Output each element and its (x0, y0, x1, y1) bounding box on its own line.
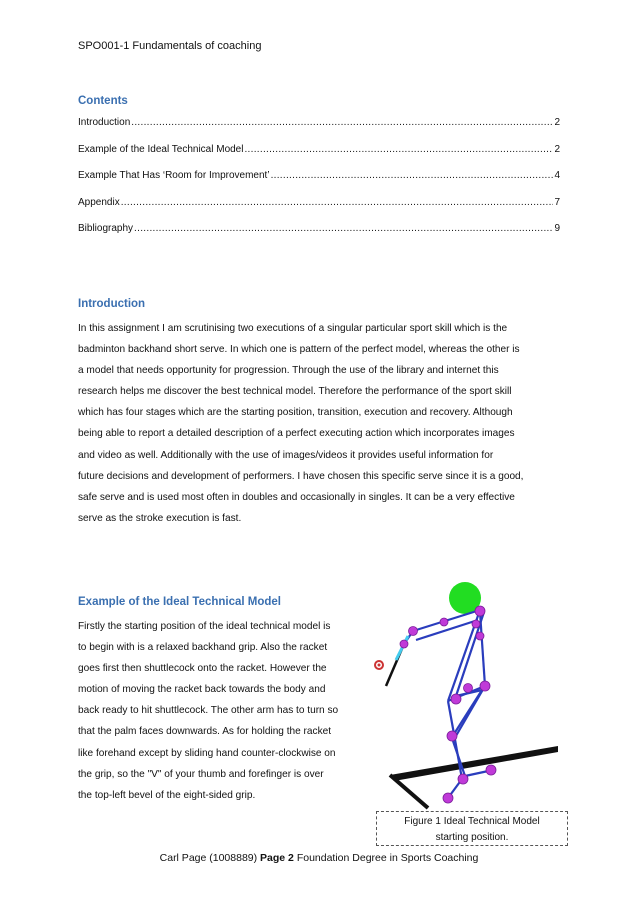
toc-entry-title: Example of the Ideal Technical Model (78, 143, 244, 155)
toc-entry-title: Bibliography (78, 223, 134, 234)
paragraph-line: badminton backhand short serve. In which one is pattern of the perfect model, whereas the other is (78, 344, 520, 356)
paragraph-line: the grip, so the "V" of your thumb and forefinger is over (78, 768, 324, 780)
figure-caption-line: Figure 1 Ideal Technical Model (404, 816, 540, 827)
paragraph-line: motion of moving the racket back towards the body and (78, 684, 326, 696)
paragraph-line: being able to report a detailed description of a perfect executing action which incorporates images (78, 428, 515, 440)
toc-entry-title: Appendix (78, 196, 120, 208)
toc-entry-page: 7 (554, 196, 560, 208)
toc-entry[interactable] (78, 223, 560, 250)
paragraph-line: and video as well. Additionally with the use of images/videos it provides useful information for (78, 449, 494, 461)
toc-entry[interactable] (78, 144, 560, 171)
table-of-contents (78, 117, 560, 250)
toc-leader-dots (244, 144, 553, 155)
paragraph-line: to begin with is a relaxed backhand grip. Also the racket (78, 642, 328, 654)
paragraph-line: a model that needs opportunity for progression. Through the use of the library and internet this (78, 365, 499, 377)
court-floor-line (390, 746, 558, 781)
racket-frame (396, 636, 408, 660)
figure-caption-line: starting position. (435, 832, 509, 843)
footer-course: Foundation Degree in Sports Coaching (293, 852, 479, 864)
toc-entry-page: 2 (554, 143, 560, 155)
paragraph-line: the top-left bevel of the eight-sided grip. (78, 789, 256, 801)
introduction-paragraph (78, 318, 523, 529)
shuttlecock-cork (378, 664, 381, 667)
toc-entry[interactable] (78, 117, 560, 144)
introduction-heading: Introduction (78, 298, 146, 310)
toc-entry-title: Introduction (78, 117, 131, 128)
toc-leader-dots (271, 170, 554, 181)
stick-figure-illustration (368, 576, 568, 816)
court-floor-edge (390, 775, 428, 808)
paragraph-line: Firstly the starting position of the ideal technical model is (78, 621, 331, 632)
toc-entry-title: Example That Has ‘Room for Improvement’ (78, 170, 270, 181)
toc-entry-page: 4 (554, 170, 560, 181)
paragraph-line: In this assignment I am scrutinising two executions of a singular particular sport skill which is the (78, 323, 508, 334)
toc-entry[interactable] (78, 170, 560, 197)
toc-entry[interactable] (78, 197, 560, 224)
running-header: SPO001-1 Fundamentals of coaching (78, 40, 262, 52)
footer-author: Carl Page (1008889) (159, 852, 261, 864)
paragraph-line: safe serve and is used most often in doubles and occasionally in singles. It can be a very effective (78, 491, 515, 503)
paragraph-line: research helps me discover the best technical model. Therefore the performance of the sport skill (78, 386, 512, 398)
toc-leader-dots (134, 223, 553, 234)
paragraph-line: like forehand except by sliding hand counter-clockwise on (78, 747, 336, 759)
toc-leader-dots (131, 117, 553, 128)
toc-entry-page: 9 (554, 223, 560, 234)
page-footer (0, 852, 638, 864)
figure-caption (376, 811, 568, 846)
ideal-model-paragraph (78, 616, 338, 806)
paragraph-line: back ready to hit shuttlecock. The other arm has to turn so (78, 705, 339, 717)
ideal-model-heading: Example of the Ideal Technical Model (78, 596, 282, 608)
toc-entry-page: 2 (554, 117, 560, 128)
footer-page-number: Page 2 (260, 852, 294, 864)
paragraph-line: that the palm faces downwards. As for holding the racket (78, 726, 332, 738)
paragraph-line: goes first then shuttlecock onto the racket. However the (78, 663, 327, 675)
paragraph-line: serve as the stroke execution is fast. (78, 512, 242, 524)
paragraph-line: future decisions and development of performers. I have chosen this specific serve since it is a good, (78, 470, 524, 482)
paragraph-line: which has four stages which are the starting position, transition, execution and recovery. Although (78, 407, 513, 419)
contents-heading: Contents (78, 95, 128, 107)
toc-leader-dots (121, 197, 554, 208)
